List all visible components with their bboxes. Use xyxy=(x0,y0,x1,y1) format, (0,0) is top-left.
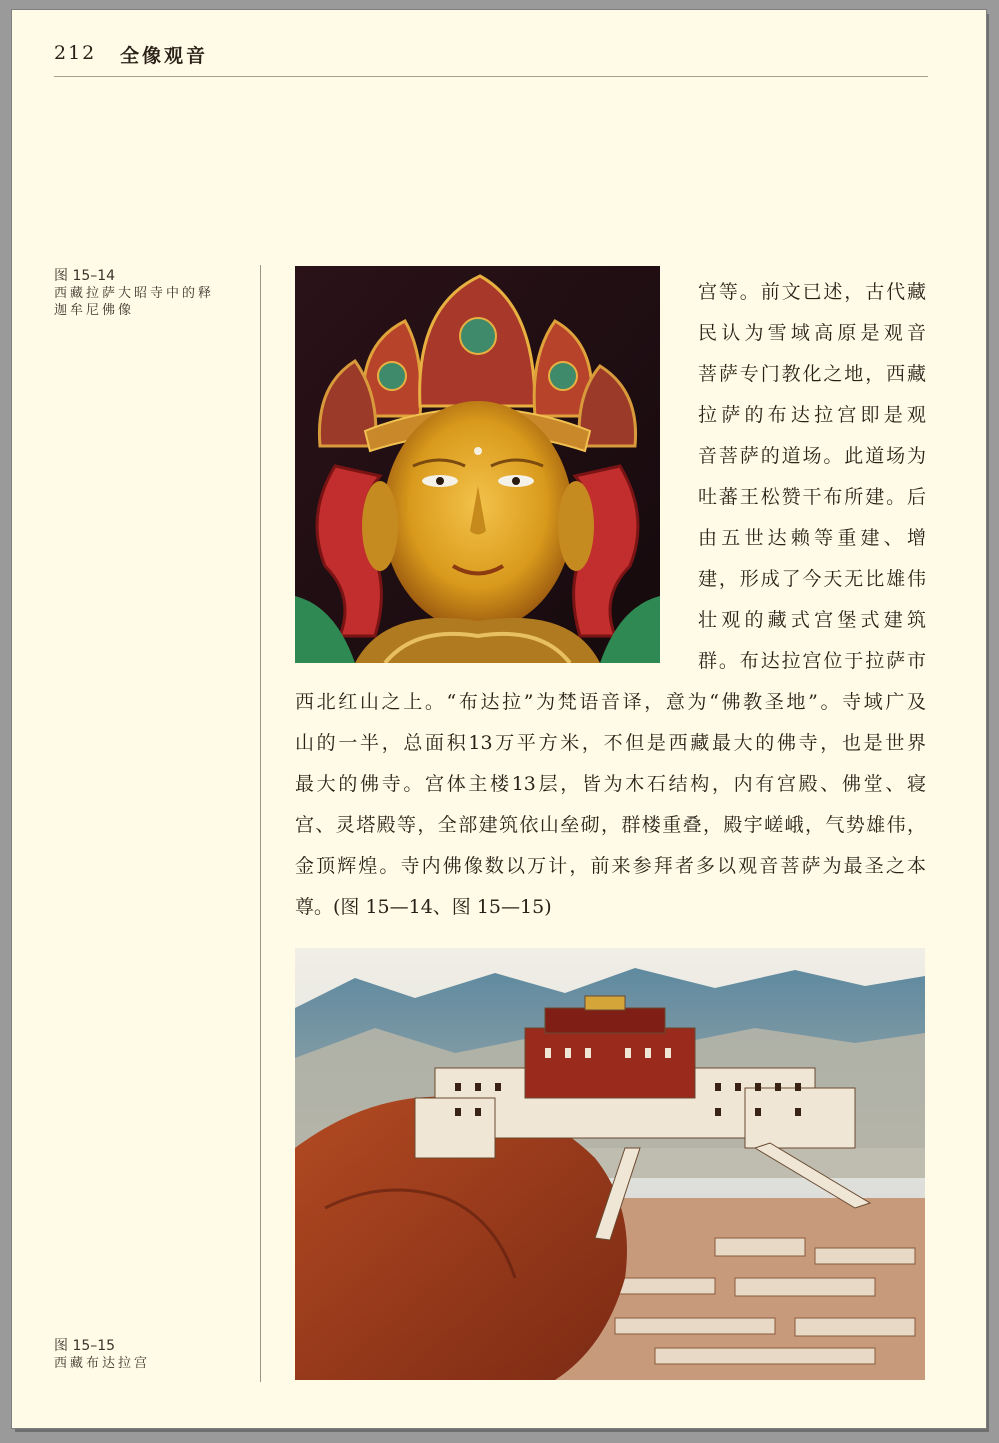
text-line: 宫、灵塔殿等，全部建筑依山垒砌，群楼重叠，殿宇嵯峨，气势雄伟， xyxy=(295,814,926,836)
text-line: 山的一半，总面积13万平方米，不但是西藏最大的佛寺，也是世界 xyxy=(295,732,926,754)
text-line: 建，形成了今天无比雄伟 xyxy=(698,568,926,590)
figure-caption-15-15 xyxy=(54,1338,254,1372)
body-text-right-column xyxy=(698,272,926,682)
book-title: 全像观音 xyxy=(120,45,209,67)
figure-caption-line: 西藏布达拉宫 xyxy=(54,1356,151,1371)
header-rule xyxy=(54,76,928,77)
page-number: 212 xyxy=(54,42,97,64)
text-line: 金顶辉煌。寺内佛像数以万计，前来参拜者多以观音菩萨为最圣之本 xyxy=(295,855,926,877)
running-header xyxy=(54,40,928,74)
text-line: 尊。(图 15—14、图 15—15) xyxy=(295,896,552,918)
text-line: 西北红山之上。“布达拉”为梵语音译，意为“佛教圣地”。寺域广及 xyxy=(295,691,926,713)
buddha-statue-illustration xyxy=(295,266,660,663)
margin-rule xyxy=(260,265,261,1382)
potala-palace-illustration xyxy=(295,948,925,1380)
figure-caption-15-14 xyxy=(54,268,254,319)
figure-caption-line: 西藏拉萨大昭寺中的释 xyxy=(54,286,215,301)
text-line: 拉萨的布达拉宫即是观 xyxy=(698,404,926,426)
text-line: 最大的佛寺。宫体主楼13层，皆为木石结构，内有宫殿、佛堂、寝 xyxy=(295,773,926,795)
text-line: 宫等。前文已述，古代藏 xyxy=(698,281,926,303)
potala-palace-photo xyxy=(295,948,925,1380)
text-line: 民认为雪域高原是观音 xyxy=(698,322,926,344)
text-line: 壮观的藏式宫堡式建筑 xyxy=(698,609,926,631)
text-line: 由五世达赖等重建、增 xyxy=(698,527,926,549)
buddha-statue-photo xyxy=(295,266,660,663)
figure-number: 图 15–14 xyxy=(54,268,116,284)
figure-caption-line: 迦牟尼佛像 xyxy=(54,303,135,318)
text-line: 菩萨专门教化之地，西藏 xyxy=(698,363,926,385)
text-line: 吐蕃王松赞干布所建。后 xyxy=(698,486,926,508)
text-line: 群。布达拉宫位于拉萨市 xyxy=(698,650,926,672)
book-page xyxy=(12,10,986,1428)
figure-number: 图 15–15 xyxy=(54,1338,116,1354)
body-text-full-width xyxy=(295,682,926,928)
text-line: 音菩萨的道场。此道场为 xyxy=(698,445,926,467)
